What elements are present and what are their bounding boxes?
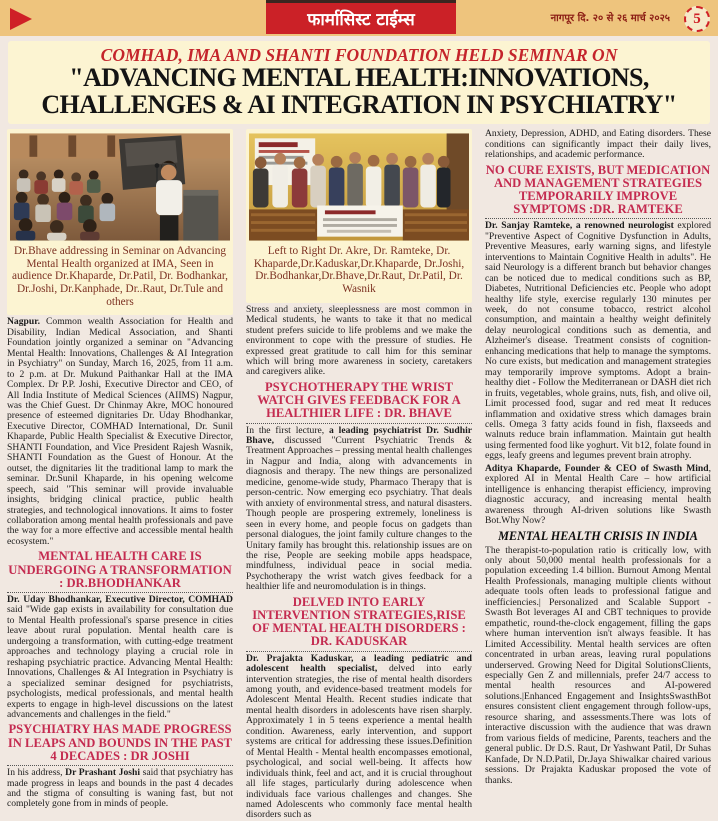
photo-panel-right	[246, 129, 472, 303]
headline-line2: CHALLENGES & AI INTEGRATION IN PSYCHIATRY"	[41, 89, 677, 119]
article-paragraph: In his address, Dr Prashant Joshi said that psychiatry has made progress in leaps and bounds in the past 4 decades and the stigma of consulting is waning fast, but not completely gone from in minds of people.	[7, 767, 233, 810]
section-subhead: DELVED INTO EARLY INTERVENTION STRATEGIES,RISE OF MENTAL HEALTH DISORDERS : DR. KADUSKAR	[246, 596, 472, 652]
masthead	[266, 0, 456, 34]
paragraph-lead: Nagpur.	[7, 316, 40, 328]
article-paragraph: In the first lecture, a leading psychiatrist Dr. Sudhir Bhave, discussed "Current Psychiatric Trends & Treatment Approaches – pressing mental health challenges in Nagpur and India, along with advancements in diagnosis and therapy. The new things are personalized medicine, genome-wide study, Pharmaco Therapy that is person-centric. Now emerging eco psychiatry. That deals with anxiety of environmental stress, and natural disasters. Though people are prospering extremely, loneliness is seen in every home, and people focus on gadgets than personal dialogues, the joint family culture changes to the Unitary family has brought this. relationship issues are on the rise, People are seeking mobile apps headspace, mindfulness, individual peace in social media. Psychotherapy the wrist watch gives feedback for a healthier life and neuromodulation is in things.	[246, 424, 472, 593]
red-arrow-icon	[10, 8, 32, 30]
section-subhead: PSYCHOTHERAPY THE WRIST WATCH GIVES FEEDBACK FOR A HEALTHIER LIFE : DR. BHAVE	[246, 381, 472, 424]
column-middle	[246, 129, 472, 821]
article-paragraph: Aditya Khaparde, Founder & CEO of Swasth Mind, explored AI in Mental Health Care – how artificial intelligence is enhancing therapist efficiency, improving diagnostic accuracy, and increasing mental health awareness through AI-driven solutions like Swasth Bot.Why Now?	[485, 462, 711, 527]
article-body	[0, 127, 718, 821]
paragraph-lead: Aditya Khaparde, Founder & CEO of Swasth Mind	[485, 462, 709, 474]
article-paragraph: The therapist-to-population ratio is critically low, with only about 50,000 mental health professionals for a population exceeding 1.4 billion. Burnout Among Mental Health Professionals, managing multiple clients without adequate tools often leads to professional fatigue and inefficiencies.| Personalized and Scalable Support - Swasth Bot leverages AI and CBT techniques to provide empathetic, round-the-clock engagement, filling the gaps where human intervention isn't always feasible. It has Limited Accessibility. Mental health services are often concentrated in urban areas, leaving rural populations underserved. Growing Need for Digital SolutionsClients, especially Gen Z and millennials, prefer 24/7 access to mental health resources and AI-powered solutions.|Enhanced Engagement and InsightsSwasthBot ensures consistent client engagement through follow-ups, resource sharing, and assessments.There was lots of interactive discussion with the audience that was drawn from various fields of medicine, Parents, teachers and the general public. Dr D.S. Raut, Dr Yashwant Patil, Dr Suhas Kanfade, Dr N.D.Patil, Dr.Jaya Shiwalkar chaired various sessions. Dr Prajakta Kaduskar proposed the vote of thanks.	[485, 544, 711, 786]
section-subhead-black: MENTAL HEALTH CRISIS IN INDIA	[498, 528, 698, 543]
paragraph-lead: Dr. Sanjay Ramteke, a renowned neurologist	[485, 220, 674, 232]
headline-line1: "ADVANCING MENTAL HEALTH:INNOVATIONS,	[69, 63, 649, 93]
section-subhead: NO CURE EXISTS, BUT MEDICATION AND MANAGEMENT STRATEGIES TEMPORARILY IMPROVE SYMPTOMS :DR. RAMTEKE	[485, 164, 711, 220]
edition-dateline: नागपूर दि. २० से २६ मार्च २०२५	[550, 13, 670, 24]
newspaper-title: फार्मासिस्ट टाईम्स	[307, 10, 415, 30]
headline-block	[8, 41, 710, 124]
page-number-badge: 5	[684, 6, 710, 32]
paragraph-lead: Dr. Uday Bhodhankar, Executive Director, COMHAD	[7, 593, 233, 605]
photo-panel-left	[7, 129, 233, 315]
paragraph-lead: a leading psychiatrist Dr. Sudhir Bhave,	[246, 424, 472, 446]
column-right	[485, 129, 711, 821]
paragraph-lead: Dr Prashant Joshi	[65, 767, 141, 779]
paragraph-lead: Dr. Prajakta Kaduskar, a leading pediatric and adolescent health specialist,	[246, 652, 472, 675]
newspaper-header-strip	[0, 0, 718, 36]
article-paragraph: Dr. Sanjay Ramteke, a renowned neurologist explored "Preventive Aspect of Cognitive Dysfunction in Adults, Preventive Measures, early warning signs, and lifestyle interventions to Maintain Cognitive Health in adults". He said Neurology is a different branch but behavior changes can be noticed due to medical conditions such as BP, Diabetes, Nutritional Deficiencies etc. People who adopt healthy life style, exercise regularly 130 minutes per week, do not consume tobacco, restrict alcohol consumption, and maintain a healthy weight definitely delay neurological conditions such as dementia, and Alzheimer's disease. Treatment consists of cognition-enhancing medications that help to manage the symptoms. No cure exists, but medication and management strategies may temporarily improve symptoms. Adopt a brain-healthy diet - Follow the Mediterranean or DASH diet rich in fruits, vegetables, whole grains, nuts, fish, and olive oil, Limit processed food, sugar and red meat It reduces inflammation and oxidative stress which damages brain cells. Omega 3 fatty acids found in fish, flaxseeds and walnuts reduce brain inflammation. Maintain gut health using fermented food like yoghurt. Vit b12, folate found in eggs, leafy greens and legumes prevent brain atrophy.	[485, 220, 711, 462]
article-paragraph: Dr. Uday Bhodhankar, Executive Director, COMHAD said "Wide gap exists in availability for consultation due to Mental Health professional's sparse presence in cities leave about rural population. Mental health care is undergoing a transformation, with cutting-edge treatment approaches and technology playing a crucial role in reshaping psychiatric practice. Advancing Mental Health: Innovations, Challenges & AI Integration in Psychiatry is a specialized seminar designed for psychiatrists, psychologists, medical professionals, and mental health experts to engage in high-level discussions on the latest advancements and challenges in the field."	[7, 593, 233, 720]
article-paragraph: Anxiety, Depression, ADHD, and Eating disorders. These conditions can significantly impact their daily lives, relationships, and academic performance.	[485, 128, 711, 161]
article-paragraph: Stress and anxiety, sleeplessness are most common in Medical students, he wants to take it that no medical student prefers suicide to life problems and we make the environment to cope with the pressure of studies. He expressed great gratitude to call him for this seminar which will bring more awareness in society, caretakers and caregivers alike.	[246, 303, 472, 378]
seminar-audience-photo	[10, 132, 230, 242]
column-left	[7, 129, 233, 821]
dignitaries-group-photo	[249, 132, 469, 242]
article-paragraph: Nagpur. Common wealth Association for Health and Disability, Indian Medical Association, and Shanti Foundation jointly organized a seminar on "Advancing Mental Health: Innovations, Challenges & AI Integration in Psychiatry" on Sunday, March 16, 2025, from 11 a.m. to 2 p.m. at Dr. Mukund Paithankar Hall at the IMA Complex. Dr P.P. Joshi, Executive Director and CEO, of All India Institute of Medical Sciences (AIIMS) Nagpur, was the Chief Guest. Dr Chinmay Akre, MOC honoured presence of esteemed dignitaries Dr. Uday Bhodhankar, Executive Director, COMHAD International, Dr. Sunil Khaparde, Public Health Specialist & Executive Director, SHANTI Foundation, and Vice President Rajesh Wasnik, SHANTI Foundation as the Guest of Honour. At the outset, the dignitaries lit the traditional lamp to mark the seminar. Dr.Sunil Khaparde, in his opening welcome speech, said "This seminar will provide invaluable insights, bridging clinical practice, public health strategies, and technological innovations. It aims to foster collaboration among mental health professionals and pave the way for a more effective and accessible mental health ecosystem."	[7, 316, 233, 547]
photo-caption: Left to Right Dr. Akre, Dr. Ramteke, Dr. Khaparde,Dr.Kaduskar,Dr.Khaparde, Dr.Joshi, Dr.Bodhankar,Dr.Bhave,Dr.Raut, Dr.Patil, Dr. Wasnik	[253, 245, 465, 296]
article-paragraph: Dr. Prajakta Kaduskar, a leading pediatric and adolescent health specialist, delved into early intervention strategies, the rise of mental health disorders among youth, and evidence-based treatment models for Adolescent Mental Health. Recent studies indicate that mental health disorders in adolescents have risen sharply. Approximately 1 in 5 teens experience a mental health condition. Awareness, early intervention, and support systems are critical for addressing these issues.Definition of Mental Health - Mental health encompasses emotional, psychological, and social well-being. It affects how individuals think, feel and act, and it is crucial throughout all life stages, particularly during adolescence when individuals face various challenges and changes. She named Adolescents who commonly face mental health disorders such as	[246, 652, 472, 821]
photo-caption: Dr.Bhave addressing in Seminar on Advancing Mental Health organized at IMA, Seen in audience Dr.Khaparde, Dr.Patil, Dr. Bodhankar, Dr.Joshi, Dr.Kanphade, Dr..Raut, Dr.Tule and others	[12, 245, 229, 308]
section-subhead: MENTAL HEALTH CARE IS UNDERGOING A TRANSFORMATION : DR.BHODHANKAR	[7, 550, 233, 593]
section-subhead: PSYCHIATRY HAS MADE PROGRESS IN LEAPS AND BOUNDS IN THE PAST 4 DECADES : DR JOSHI	[7, 723, 233, 766]
headline-kicker: COMHAD, IMA AND SHANTI FOUNDATION HELD SEMINAR ON	[100, 45, 618, 65]
